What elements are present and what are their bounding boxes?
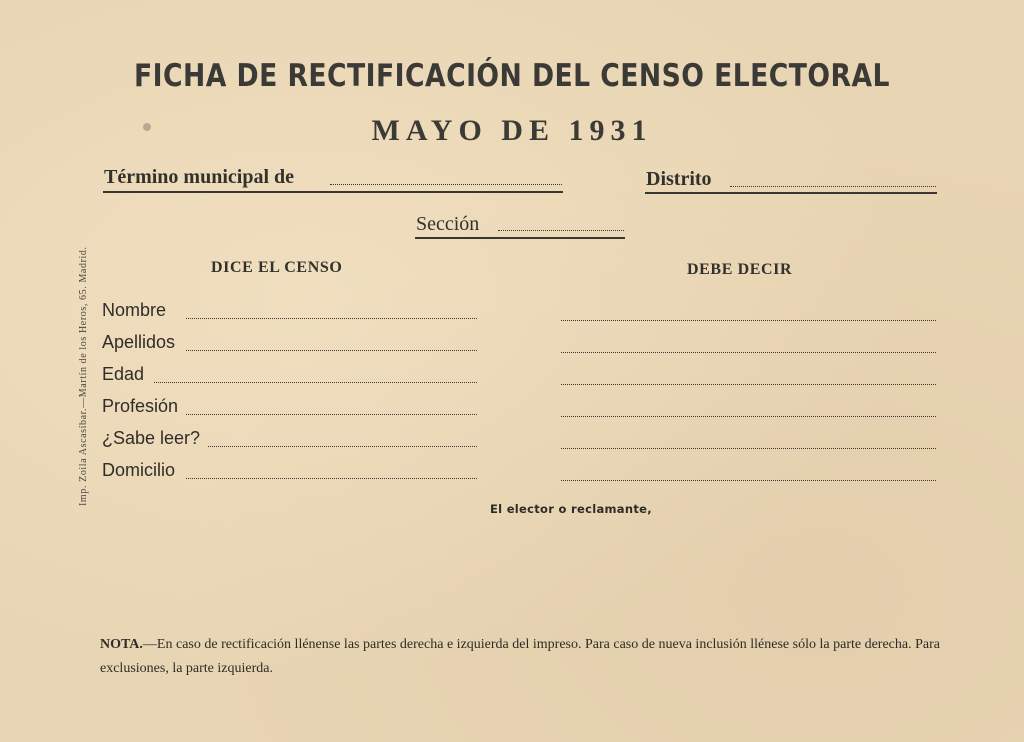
nombre-debe-field[interactable] [561,320,936,321]
elector-signature-label: El elector o reclamante, [490,502,652,516]
domicilio-debe-field[interactable] [561,480,936,481]
seccion-field[interactable] [498,230,624,231]
domicilio-dice-field[interactable] [186,478,477,479]
nota-text: —En caso de rectificación llénense las partes derecha e izquierda del impreso. Para caso de nueva inclusión llénese sólo la parte derecha. Para exclusiones, la parte izquierda. [100,637,940,676]
edad-dice-field[interactable] [154,382,477,383]
row-label-apellidos: Apellidos [102,332,176,352]
row-label-edad: Edad [102,364,145,384]
nombre-dice-field[interactable] [186,318,477,319]
nota-prefix: NOTA. [100,637,143,652]
row-label-sabe-leer: ¿Sabe leer? [102,428,201,448]
printer-imprint: Imp. Zoila Ascasíbar.—Martín de los Heros, 65. Madrid. [78,246,89,506]
edad-debe-field[interactable] [561,384,936,385]
apellidos-dice-field[interactable] [186,350,477,351]
distrito-label: Distrito [646,168,712,190]
termino-municipal-field[interactable] [330,184,562,185]
row-label-nombre: Nombre [102,300,167,320]
profesion-debe-field[interactable] [561,416,936,417]
distrito-field[interactable] [730,186,936,187]
apellidos-debe-field[interactable] [561,352,936,353]
seccion-underline [415,237,625,239]
form-title: FICHA DE RECTIFICACIÓN DEL CENSO ELECTORAL [134,58,890,94]
row-label-profesion: Profesión [102,396,179,416]
sabe-leer-debe-field[interactable] [561,448,936,449]
profesion-dice-field[interactable] [186,414,477,415]
termino-municipal-label: Término municipal de [104,166,295,188]
termino-underline [103,191,563,193]
nota-paragraph [100,633,940,681]
seccion-label: Sección [416,213,480,235]
form-subtitle: MAYO DE 1931 [371,114,653,147]
sabe-leer-dice-field[interactable] [208,446,477,447]
column-debe-decir: DEBE DECIR [687,261,793,278]
distrito-underline [645,192,937,194]
column-dice-el-censo: DICE EL CENSO [211,259,343,276]
row-label-domicilio: Domicilio [102,460,176,480]
